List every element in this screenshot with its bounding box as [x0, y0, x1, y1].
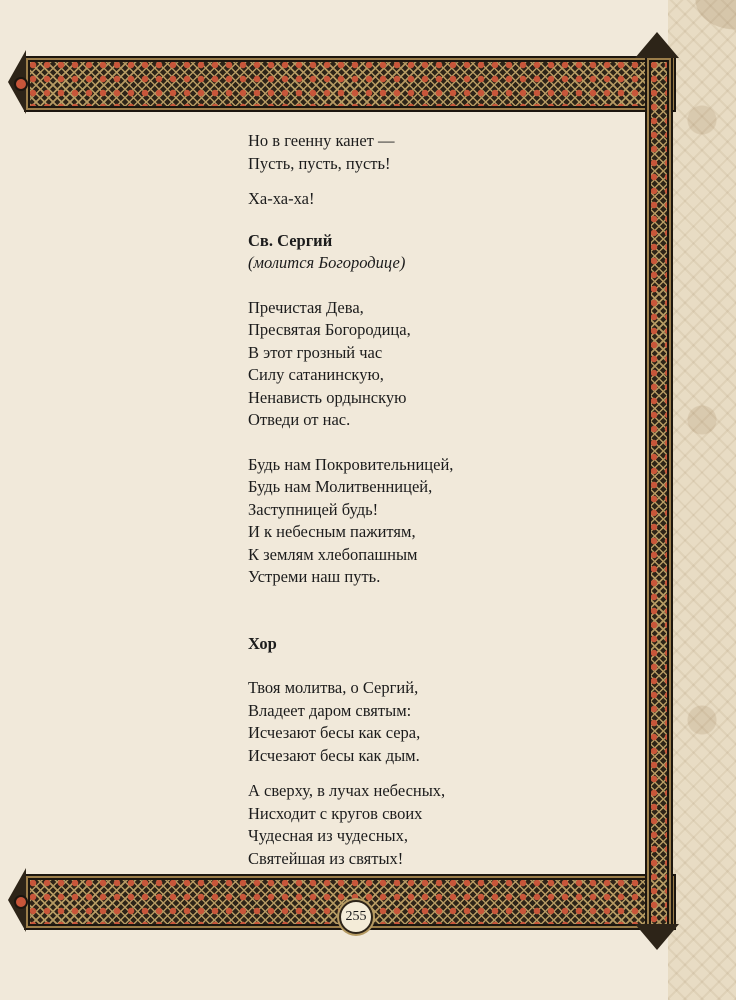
stanza: [248, 677, 638, 767]
finial-dot: [14, 77, 28, 91]
verse-line: Исчезают бесы как сера,: [248, 723, 421, 742]
stanza: [248, 780, 638, 870]
finial-bottom-right: [635, 924, 679, 950]
stage-direction: (молится Богородице): [248, 253, 406, 272]
verse-line: Чудесная из чудесных,: [248, 826, 408, 845]
stanza: [248, 188, 638, 211]
verse-line: Но в геенну канет —: [248, 131, 395, 150]
page-number: 255: [339, 900, 373, 934]
ornament-band-top: [24, 56, 676, 112]
verse-line: Пречистая Дева,: [248, 297, 364, 317]
verse-line: Пусть, пусть, пусть!: [248, 153, 391, 173]
verse-line: Будь нам Покровительницей,: [248, 454, 454, 474]
verse-line: Владеет даром святым:: [248, 700, 412, 720]
speaker-heading: Св. Сергий: [248, 230, 333, 250]
verse-line: Силу сатанинскую,: [248, 365, 384, 384]
poem-text: [248, 130, 638, 870]
verse-line: Твоя молитва, о Сергий,: [248, 678, 419, 697]
verse-line: В этот грозный час: [248, 342, 383, 362]
verse-line: Исчезают бесы как дым.: [248, 745, 420, 765]
stanza: [248, 297, 638, 432]
stanza: [248, 130, 638, 175]
verse-line: Пресвятая Богородица,: [248, 320, 411, 339]
verse-line: Заступницей будь!: [248, 499, 379, 519]
decorative-side-panel: [668, 0, 736, 1000]
verse-line: Отведи от нас.: [248, 410, 351, 429]
speaker-heading: Хор: [248, 633, 277, 653]
verse-line: Будь нам Молитвенницей,: [248, 477, 433, 496]
verse-line: И к небесным пажитям,: [248, 522, 416, 541]
verse-line: Устреми наш путь.: [248, 567, 381, 586]
ornament-band-right: [645, 56, 673, 930]
verse-line: Ха-ха-ха!: [248, 189, 315, 208]
verse-line: А сверху, в лучах небесных,: [248, 781, 446, 800]
verse-line: К землям хлебопашным: [248, 544, 418, 564]
finial-dot: [14, 895, 28, 909]
verse-line: Нисходит с кругов своих: [248, 803, 423, 823]
verse-line: Ненависть ордынскую: [248, 387, 407, 407]
verse-line: Святейшая из святых!: [248, 848, 404, 868]
stanza: [248, 454, 638, 589]
finial-top-right: [635, 32, 679, 58]
